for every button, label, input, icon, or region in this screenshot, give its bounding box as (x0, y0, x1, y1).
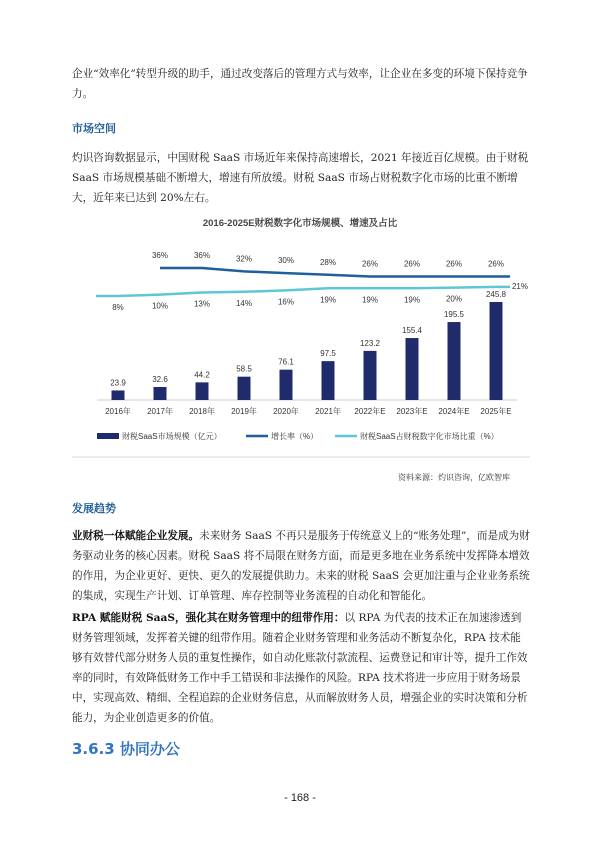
bar-label-3: 58.5 (236, 364, 252, 374)
x-tick-8: 2024年E (438, 407, 470, 416)
growth-label-3: 32% (235, 254, 253, 264)
legend-bar-swatch (97, 433, 119, 439)
bar-label-4: 76.1 (278, 357, 294, 367)
market-chart (0, 210, 600, 490)
source-note: 资料来源：灼识咨询，亿欧智库 (398, 473, 510, 482)
bar-label-8: 195.5 (443, 310, 465, 320)
legend-bar-label: 财税SaaS市场规模（亿元） (122, 432, 222, 441)
trend-heading: 发展趋势 (72, 502, 116, 515)
growth-line (160, 268, 510, 277)
share-label-6: 19% (361, 295, 379, 305)
bar-label-2: 44.2 (194, 370, 210, 380)
x-tick-7: 2023年E (396, 407, 428, 416)
share-label-0: 8% (112, 303, 124, 312)
bar-label-1: 32.6 (152, 375, 168, 385)
growth-label-4: 30% (277, 256, 295, 266)
bar-label-7: 155.4 (401, 326, 423, 336)
share-label-4: 16% (277, 297, 295, 307)
market-paragraph: 灼识咨询数据显示，中国财税 SaaS 市场近年来保持高速增长，2021 年接近百亿规模。由于财税 SaaS 市场规模基础不断增大，增速有所放缓。财税 SaaS 市场占财税数字化市场的比重不断增大，近年来已达到 20%左右。 (72, 152, 529, 204)
share-label-1: 10% (151, 301, 169, 311)
share-label-2: 13% (193, 299, 211, 309)
x-tick-4: 2020年 (273, 407, 299, 416)
bar-7 (406, 338, 419, 400)
trend-paragraph-1 (72, 526, 530, 606)
growth-label-6: 26% (361, 259, 379, 269)
bar-4 (280, 370, 293, 400)
bar-2 (196, 382, 209, 400)
share-label-3: 14% (235, 298, 253, 308)
page-number: - 168 - (284, 792, 316, 804)
bar-5 (322, 361, 335, 400)
share-label-7: 19% (403, 295, 421, 305)
growth-label-7: 26% (403, 259, 421, 269)
intro-paragraph: 企业“效率化”转型升级的助手，通过改变落后的管理方式与效率，让企业在多变的环境下保持竞争力。 (72, 68, 528, 100)
growth-label-1: 36% (151, 251, 169, 260)
growth-label-8: 26% (445, 259, 463, 269)
bar-label-5: 97.5 (320, 349, 336, 359)
x-tick-0: 2016年 (105, 407, 131, 416)
bar-0 (112, 390, 125, 400)
x-tick-6: 2022年E (354, 407, 386, 416)
share-label-8: 20% (445, 294, 463, 304)
x-tick-9: 2025年E (480, 407, 512, 416)
share-label-5: 19% (319, 295, 337, 305)
bar-6 (364, 351, 377, 400)
trend-paragraph-2 (72, 608, 530, 728)
trend-1-lead: 业财税一体赋能企业发展。 (72, 530, 200, 542)
growth-label-2: 36% (193, 251, 211, 260)
bar-3 (238, 377, 251, 400)
x-tick-2: 2018年 (189, 407, 215, 416)
section-title: 3.6.3 协同办公 (72, 740, 180, 758)
x-tick-3: 2019年 (231, 407, 257, 416)
x-tick-5: 2021年 (315, 407, 341, 416)
share-label-9: 21% (511, 281, 529, 291)
bar-label-0: 23.9 (110, 378, 126, 388)
growth-label-5: 28% (319, 257, 337, 267)
bar-8 (448, 322, 461, 400)
bar-9 (490, 302, 503, 400)
bar-label-9: 245.8 (485, 290, 507, 299)
legend-growth-label: 增长率（%） (271, 432, 319, 441)
legend-share-label: 财税SaaS占财税数字化市场比重（%） (360, 432, 499, 441)
trend-1-body: 未来财务 SaaS 不再只是服务于传统意义上的“账务处理”，而是成为财务驱动业务的核心因素。财税 SaaS 将不局限在财务方面，而是更多地在业务系统中发挥降本增效的作用，为企业更好、更快、更久的发展提供助力。未来的财税 SaaS 会更加注重与企业业务系统的集成，实现生产计划、订单管理、库存控制等业务流程的自动化和智能化。 (72, 530, 530, 602)
trend-2-lead: RPA 赋能财税 SaaS，强化其在财务管理中的纽带作用： (72, 612, 345, 624)
bar-1 (154, 387, 167, 400)
chart-title: 2016-2025E财税数字化市场规模、增速及占比 (202, 218, 398, 229)
growth-label-9: 26% (487, 259, 505, 269)
market-space-heading: 市场空间 (72, 122, 116, 135)
trend-2-body: 以 RPA 为代表的技术正在加速渗透到财务管理领域，发挥着关键的纽带作用。随着企业财务管理和业务活动不断复杂化，RPA 技术能够有效替代部分财务人员的重复性操作，如自动化账款付款流程、运费登记和审计等，提升工作效率的同时，有效降低财务工作中手工错误和非法操作的风险。RPA 技术将进一步应用于财务场景中，实现高效、精细、全程追踪的企业财务信息，从而解放财务人员，增强企业的实时决策和分析能力，为企业创造更多的价值。 (72, 612, 528, 724)
x-tick-1: 2017年 (147, 407, 173, 416)
bar-label-6: 123.2 (359, 338, 381, 348)
